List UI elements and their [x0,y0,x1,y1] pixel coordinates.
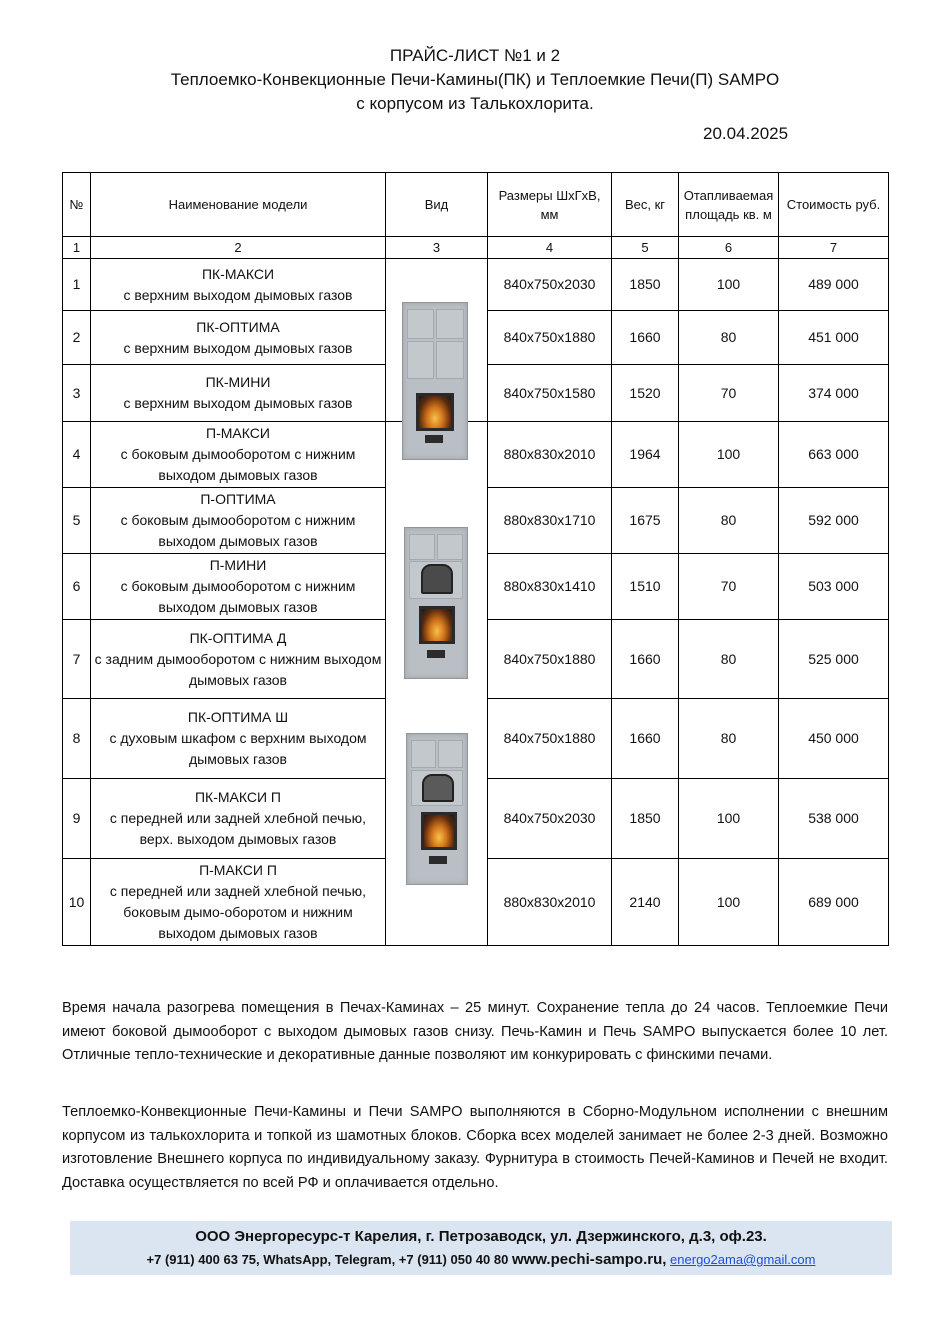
price-cell: 538 000 [779,779,889,859]
model-name: ПК-МАКСИ [201,265,275,282]
model-name: ПК-ОПТИМА Д [189,629,287,646]
bread-oven-door-icon [421,564,453,594]
stove-p-picture [404,527,468,679]
title-line-3: с корпусом из Талькохлорита. [356,94,594,113]
model-name: ПК-ОПТИМА [196,318,280,335]
column-number-row [63,237,889,259]
model-name: П-МАКСИ П [199,862,277,878]
weight-cell: 1520 [612,365,679,422]
model-name: ПК-МАКСИ П [194,789,281,805]
info-paragraph-1: Время начала разогрева помещения в Печах-Каминах – 25 минут. Сохранение тепла до 24 часов. Теплоемкие Печи имеют боковой дымооборот с выходом дымовых газов снизу. Печь-Камин и Печь SAMPO выпускается более 10 лет. Отличные тепло-технические и декоративные данные позволяют им конкурировать с финскими печами. [62,1000,888,1063]
weight-cell: 1850 [612,259,679,311]
model-description: с передней или задней хлебной печью, верх. выходом дымовых газов [109,810,367,847]
document-date: 20.04.2025 [703,124,789,143]
column-number: 5 [612,237,679,259]
model-description: с передней или задней хлебной печью, боковым дымо-оборотом и нижним выходом дымовых газов [109,883,367,941]
model-name: П-ОПТИМА [200,491,276,507]
phone-numbers: +7 (911) 400 63 75, WhatsApp, Telegram, +7 (911) 050 40 80 [146,1252,509,1267]
table-header-row [63,173,889,237]
stove-pk-bread-oven-picture [406,733,468,885]
column-number: 1 [63,237,91,259]
info-paragraph-2: Теплоемко-Конвекционные Печи-Камины и Печи SAMPO выполняются в Сборно-Модульном исполнении с внешним корпусом из талькохлорита и топкой из шамотных блоков. Сборка всех моделей занимает не более 2-3 дней. Возможно изготовление Внешнего корпуса по индивидуальному заказу. Фурнитура в стоимость Печей-Каминов и Печей не входит. Доставка осуществляется по всей РФ и оплачивается отдельно. [62,1104,888,1191]
title-line-1: ПРАЙС-ЛИСТ №1 и 2 [389,46,561,65]
weight-cell: 1660 [612,620,679,699]
model-cell [91,554,386,620]
row-number: 1 [63,259,91,311]
model-name: ПК-МИНИ [205,374,271,390]
price-cell: 525 000 [779,620,889,699]
row-number: 8 [63,699,91,779]
size-cell: 880х830х2010 [488,422,612,488]
size-cell: 880х830х1410 [488,554,612,620]
weight-cell: 1660 [612,699,679,779]
row-number: 5 [63,488,91,554]
size-cell: 880х830х2010 [488,859,612,946]
weight-cell: 2140 [612,859,679,946]
price-cell: 450 000 [779,699,889,779]
price-table [62,172,889,946]
model-description: с духовым шкафом с верхним выходом дымовых газов [109,730,367,767]
model-cell [91,488,386,554]
model-name: П-МИНИ [209,557,267,573]
row-number: 10 [63,859,91,946]
model-description: с боковым дымооборотом с нижним выходом дымовых газов [120,578,356,615]
price-cell: 503 000 [779,554,889,620]
row-number: 2 [63,311,91,365]
column-number: 7 [779,237,889,259]
weight-cell: 1510 [612,554,679,620]
firebox-icon [421,812,457,850]
area-cell: 100 [679,259,779,311]
price-cell: 592 000 [779,488,889,554]
firebox-icon [416,393,454,431]
contact-footer [70,1221,892,1275]
model-description: с верхним выходом дымовых газов [123,286,353,303]
area-cell: 80 [679,699,779,779]
model-description: с задним дымооборотом с нижним выходом дымовых газов [94,650,382,688]
model-description: с верхним выходом дымовых газов [123,339,353,356]
table-row [63,422,889,488]
area-cell: 80 [679,620,779,699]
model-cell [91,311,386,365]
price-cell: 451 000 [779,311,889,365]
weight-cell: 1660 [612,311,679,365]
row-number: 4 [63,422,91,488]
column-number: 2 [91,237,386,259]
weight-cell: 1964 [612,422,679,488]
row-number: 7 [63,620,91,699]
header-cell: Стоимость руб. [779,173,889,237]
area-cell: 100 [679,859,779,946]
model-name: ПК-ОПТИМА Ш [187,709,289,725]
price-cell: 663 000 [779,422,889,488]
row-number: 9 [63,779,91,859]
title-line-2: Теплоемко-Конвекционные Печи-Камины(ПК) и Теплоемкие Печи(П) SAMPO [170,70,780,89]
model-cell [91,699,386,779]
column-number: 3 [386,237,488,259]
size-cell: 840х750х2030 [488,259,612,311]
model-cell [91,620,386,699]
document-header [0,44,950,116]
column-number: 6 [679,237,779,259]
model-name: П-МАКСИ [206,425,270,441]
size-cell: 840х750х2030 [488,779,612,859]
size-cell: 840х750х1880 [488,620,612,699]
website-link[interactable]: www.pechi-sampo.ru, [511,1251,667,1268]
header-cell: Вес, кг [612,173,679,237]
weight-cell: 1850 [612,779,679,859]
model-description: с верхним выходом дымовых газов [123,395,353,411]
area-cell: 70 [679,365,779,422]
bread-oven-door-icon [422,774,454,802]
price-cell: 689 000 [779,859,889,946]
size-cell: 840х750х1580 [488,365,612,422]
model-description: с боковым дымооборотом с нижним выходом дымовых газов [120,512,356,549]
row-number: 3 [63,365,91,422]
company-address: ООО Энергоресурс-т Карелия, г. Петрозаводск, ул. Дзержинского, д.3, оф.23. [195,1228,767,1245]
model-cell [91,259,386,311]
area-cell: 100 [679,422,779,488]
area-cell: 70 [679,554,779,620]
size-cell: 880х830х1710 [488,488,612,554]
table-row [63,259,889,311]
size-cell: 840х750х1880 [488,699,612,779]
model-cell [91,859,386,946]
header-cell: Наименование модели [91,173,386,237]
area-cell: 100 [679,779,779,859]
model-cell [91,779,386,859]
header-cell: Отапливаемая площадь кв. м [679,173,779,237]
header-cell: Размеры ШхГхВ, мм [488,173,612,237]
model-cell [91,365,386,422]
model-description: с боковым дымооборотом с нижним выходом дымовых газов [120,446,356,483]
price-cell: 374 000 [779,365,889,422]
firebox-icon [419,606,455,644]
header-cell: Вид [386,173,488,237]
row-number: 6 [63,554,91,620]
stove-pk-picture [402,302,468,460]
model-cell [91,422,386,488]
contact-line [70,1249,892,1271]
area-cell: 80 [679,311,779,365]
column-number: 4 [488,237,612,259]
size-cell: 840х750х1880 [488,311,612,365]
header-cell: № [63,173,91,237]
weight-cell: 1675 [612,488,679,554]
area-cell: 80 [679,488,779,554]
price-cell: 489 000 [779,259,889,311]
email-link[interactable]: energo2ama@gmail.com [670,1252,816,1267]
